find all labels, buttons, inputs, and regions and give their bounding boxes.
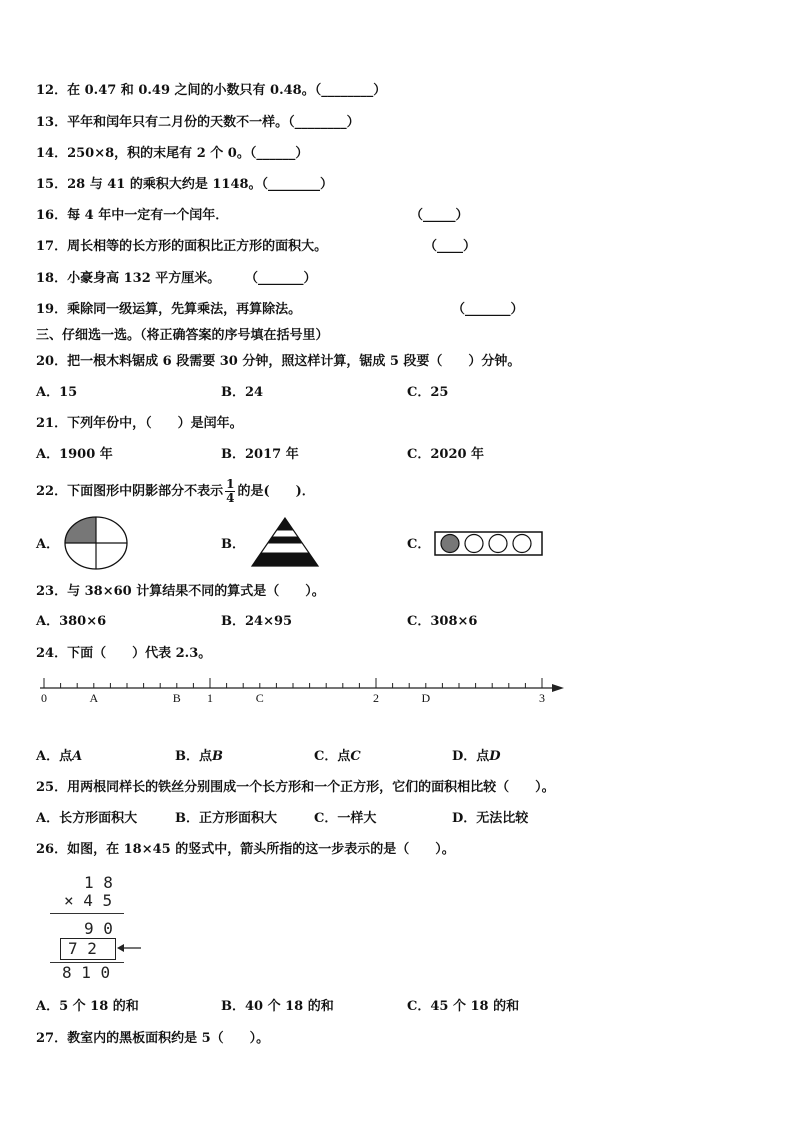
question-12: 12．在 0.47 和 0.49 之间的小数只有 0.48。（________） bbox=[36, 83, 387, 98]
q23-option-a: A．380×6 bbox=[36, 614, 107, 629]
q23-option-c: C．308×6 bbox=[407, 614, 478, 629]
number-line bbox=[30, 672, 570, 706]
q21-option-c: C．2020 年 bbox=[407, 447, 485, 462]
q20-option-c: C．25 bbox=[407, 385, 449, 400]
q22-circle-figure bbox=[62, 515, 130, 571]
q22-triangle-figure bbox=[250, 516, 320, 568]
question-18: 18．小豪身高 132 平方厘米。 bbox=[36, 271, 221, 286]
q26-option-c: C．45 个 18 的和 bbox=[407, 999, 520, 1014]
question-22: 22．下面图形中阴影部分不表示 $\frac{1}{4}$ 的是( )． bbox=[36, 477, 315, 505]
q24-option-b: B．点B bbox=[175, 749, 223, 764]
number-line-arrow-icon bbox=[552, 684, 564, 692]
number-line-label: 2 bbox=[373, 691, 379, 705]
number-line-label: A bbox=[89, 691, 99, 705]
question-15: 15．28 与 41 的乘积大约是 1148。（________） bbox=[36, 177, 334, 192]
q25-option-c: C．一样大 bbox=[314, 811, 377, 826]
q25-option-b: B．正方形面积大 bbox=[175, 811, 277, 826]
question-23: 23．与 38×60 计算结果不同的算式是（ ）。 bbox=[36, 584, 325, 599]
question-17-blank: （____） bbox=[424, 239, 477, 254]
q25-option-d: D．无法比较 bbox=[452, 811, 529, 826]
question-14: 14．250×8，积的末尾有 2 个 0。（______） bbox=[36, 146, 309, 161]
number-line-label: 1 bbox=[207, 691, 213, 705]
q24-option-d: D．点D bbox=[452, 749, 501, 764]
q24-option-c: C．点C bbox=[314, 749, 361, 764]
question-26: 26．如图，在 18×45 的竖式中，箭头所指的这一步表示的是（ ）。 bbox=[36, 842, 455, 857]
question-25: 25．用两根同样长的铁丝分别围成一个长方形和一个正方形，它们的面积相比较（ ）。 bbox=[36, 780, 555, 795]
question-19: 19．乘除同一级运算，先算乘法，再算除法。 bbox=[36, 302, 302, 317]
q25-option-a: A．长方形面积大 bbox=[36, 811, 138, 826]
number-line-label: C bbox=[255, 691, 264, 705]
number-line-label: 0 bbox=[41, 691, 47, 705]
question-20: 20．把一根木料锯成 6 段需要 30 分钟，照这样计算，锯成 5 段要（ ）分钟。 bbox=[36, 354, 521, 369]
number-line-label: B bbox=[172, 691, 181, 705]
q24-option-a: A．点A bbox=[36, 749, 83, 764]
number-line-label: D bbox=[421, 691, 431, 705]
q20-option-a: A．15 bbox=[36, 385, 78, 400]
q22-option-b: B． bbox=[221, 537, 245, 552]
question-24: 24．下面（ ）代表 2.3。 bbox=[36, 646, 212, 661]
q20-option-b: B．24 bbox=[221, 385, 264, 400]
q26-option-b: B．40 个 18 的和 bbox=[221, 999, 334, 1014]
question-19-blank: （_______） bbox=[452, 302, 524, 317]
fraction-one-quarter: $\frac{1}{4}$ bbox=[226, 477, 235, 505]
question-13: 13．平年和闰年只有二月份的天数不一样。（________） bbox=[36, 115, 360, 130]
vertical-multiplication: 1 8 × 4 5 9 0 7 2 8 1 0 bbox=[50, 874, 150, 984]
left-arrow-icon bbox=[116, 942, 142, 954]
question-27: 27．教室内的黑板面积约是 5（ ）。 bbox=[36, 1031, 270, 1046]
q22-option-a: A． bbox=[36, 537, 60, 552]
q21-option-a: A．1900 年 bbox=[36, 447, 113, 462]
question-21: 21．下列年份中，（ ）是闰年。 bbox=[36, 416, 243, 431]
section-3-heading: 三、仔细选一选。（将正确答案的序号填在括号里） bbox=[36, 328, 329, 343]
question-16-blank: （_____） bbox=[410, 208, 469, 223]
q26-option-a: A．5 个 18 的和 bbox=[36, 999, 139, 1014]
number-line-label: 3 bbox=[539, 691, 545, 705]
question-18-blank: （_______） bbox=[245, 271, 317, 286]
question-16: 16．每 4 年中一定有一个闰年． bbox=[36, 208, 229, 223]
q23-option-b: B．24×95 bbox=[221, 614, 293, 629]
question-17: 17．周长相等的长方形的面积比正方形的面积大。 bbox=[36, 239, 328, 254]
q22-circles-figure bbox=[434, 530, 544, 558]
q22-option-c: C． bbox=[407, 537, 431, 552]
q21-option-b: B．2017 年 bbox=[221, 447, 299, 462]
